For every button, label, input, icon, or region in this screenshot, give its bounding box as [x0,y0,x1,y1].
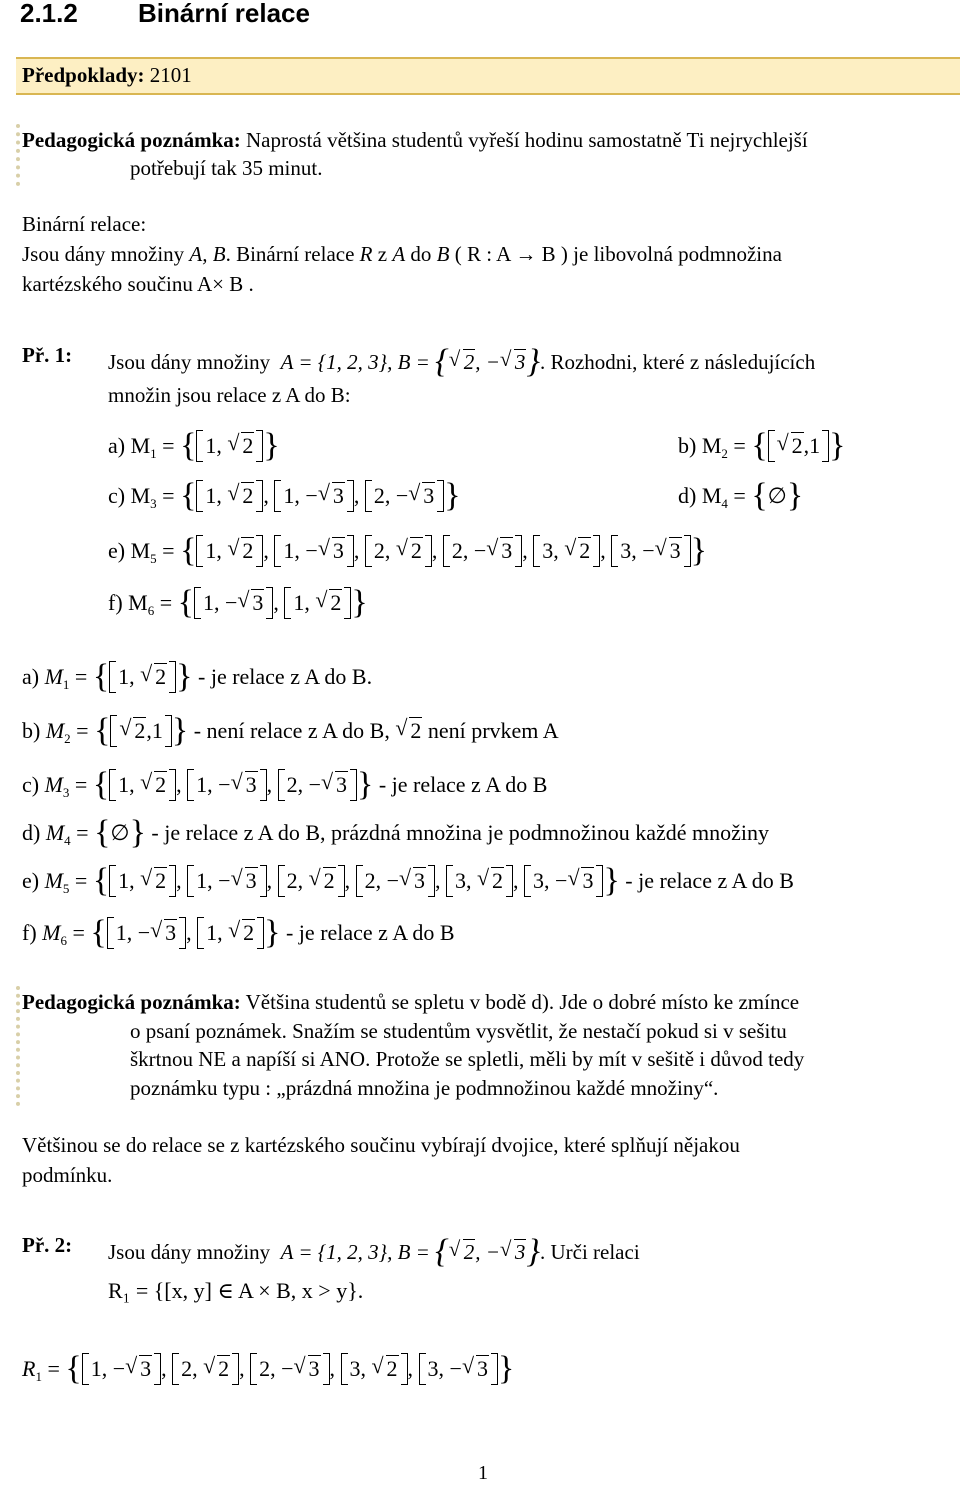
def-t3: . Binární relace [225,242,360,266]
note2-line3: škrtnou NE a napíší si ANO. Protože se spletli, měli by mít v sešitě i důvod tedy [130,1047,805,1071]
prerequisites-label: Předpoklady: [22,63,145,87]
ex1-label-text: Př. 1: [22,343,73,367]
ex2-rest: . Urči relaci [539,1240,640,1264]
section-number: 2.1.2 [20,0,78,28]
def-t9: ( R : A → B ) je libovolná podmnožina [449,242,782,266]
ex2-label [22,1233,72,1258]
def-t6: A [392,242,406,266]
note2-label: Pedagogická poznámka: [22,990,241,1014]
note1-text1: Naprostá většina studentů vyřeší hodinu samostatně Ti nejrychlejší [246,128,808,152]
def-t2: A, B [189,242,226,266]
prerequisites [22,63,192,88]
answer-d-comment: - je relace z A do B, prázdná množina je podmnožinou každé množiny [151,820,770,845]
note1-label: Pedagogická poznámka: [22,128,241,152]
ex1-set-a: A = {1, 2, 3}, [280,350,393,374]
note-marker [16,124,20,186]
ex1-a-label: a) M [108,433,151,458]
definition-line2: kartézského součinu A× B . [22,272,254,296]
ex1-item-e: e) $M_5$ = { 1, √ 2 , 1, −√ 3 , 2, √ 2 , 2, −√ 3 , 3, √ 2 , 3, −√ 3 } [108,532,707,570]
answer-d: d) $M_4$ = {∅} - je relace z A do B, prázdná množina je podmnožinou každé množiny [22,814,770,851]
answer-a: a) $M_1$ = { 1, √ 2 } - je relace z A do B. [22,658,372,696]
ex2-intro-line [108,1233,640,1271]
def-t1: Jsou dány množiny [22,242,190,266]
ex2-intro: Jsou dány množiny [108,1240,271,1264]
ex1-item-a: a) $M_1$ = { 1, √ 2 } [108,427,280,465]
note2-text1: Většina studentů se spletu v bodě d). Jde o dobré místo ke zmínce [245,990,800,1014]
note2-line2: o psaní poznámek. Snažím se studentům vysvětlit, že nestačí pokud si v sešitu [130,1019,787,1043]
note2-marker [16,986,20,1106]
ex1-item-d: d) $M_4$ = {∅} [678,477,804,514]
section-heading [20,0,310,29]
answer-f-comment: - je relace z A do B [285,920,455,945]
answer-b: b) $M_2$ = {√ 2,1 } - není relace z A do B, √ 2 není prvkem A [22,712,559,750]
ex1-line2: množin jsou relace z A do B: [108,383,351,407]
definition-title: Binární relace: [22,212,147,236]
note1-line2: potřebují tak 35 minut. [130,156,323,180]
ex1-set-b: B = {√ 2, −√ 3} [398,350,540,374]
def-t5: z [372,242,393,266]
def-t7: do [405,242,437,266]
ex2-set-a: A = {1, 2, 3}, [280,1240,393,1264]
answer-b-comment2: není prvkem A [427,718,559,743]
def-t8: B [436,242,450,266]
def-t4: R [359,242,373,266]
answer-b-comment: - není relace z A do B, [193,718,390,743]
ex1-e-label: e) M [108,538,151,563]
paragraph-line1: Většinou se do relace se z kartézského součinu vybírají dvojice, které splňují nějakou [22,1133,740,1157]
ex1-label [22,343,72,368]
ex1-b-label: b) M [678,433,722,458]
ex1-item-b: b) $M_2$ = {√ 2,1 } [678,427,845,465]
page-number: 1 [478,1462,488,1484]
ex1-item-c: c) $M_3$ = { 1, √ 2 , 1, −√ 3 , 2, −√ 3 } [108,477,461,515]
ex1-item-f: f) $M_6$ = { 1, −√ 3 , 1, √ 2 } [108,584,368,622]
answer-f: f) $M_6$ = { 1, −√ 3 , 1, √ 2 } - je relace z A do B [22,914,455,952]
ex1-c-label: c) M [108,483,151,508]
ex1-rest: . Rozhodni, které z následujících [539,350,816,374]
ex2-r1-definition: R₁ = {[x, y] ∈ A × B, x > y}. [108,1278,364,1303]
answer-e-comment: - je relace z A do B [625,868,794,893]
ex2-set-b: B = {√ 2, −√ 3} [398,1240,540,1264]
answer-e: e) $M_5$ = { 1, √ 2 , 1, −√ 3 , 2, √ 2 , 2, −√ 3 , 3, √ 2 , 3, −√ 3 } - je relace z A do B [22,862,794,900]
ex1-intro-line [108,343,815,381]
ex1-f-label: f) M [108,590,148,615]
ex2-label-text: Př. 2: [22,1233,73,1257]
ex1-d-label: d) M [678,483,722,508]
answer-c-comment: - je relace z A do B [378,772,548,797]
definition-line1 [22,242,782,267]
note1-line1 [22,128,808,153]
answer-a-comment: - je relace z A do B. [198,664,373,689]
note2-line1 [22,990,799,1015]
ex2-r1-result: $R_1$ = { 1, −√ 3 , 2, √ 2 , 2, −√ 3 , 3, √ 2 , 3, −√ 3 } [22,1350,514,1388]
paragraph-line2: podmínku. [22,1163,113,1187]
note2-line4: poznámku typu : „prázdná množina je podmnožinou každé množiny“. [130,1076,719,1100]
ex1-intro: Jsou dány množiny [108,350,271,374]
prerequisites-value: 2101 [149,63,192,87]
section-title: Binární relace [138,0,310,28]
answer-c: c) $M_3$ = { 1, √ 2 , 1, −√ 3 , 2, −√ 3 } - je relace z A do B [22,766,547,804]
